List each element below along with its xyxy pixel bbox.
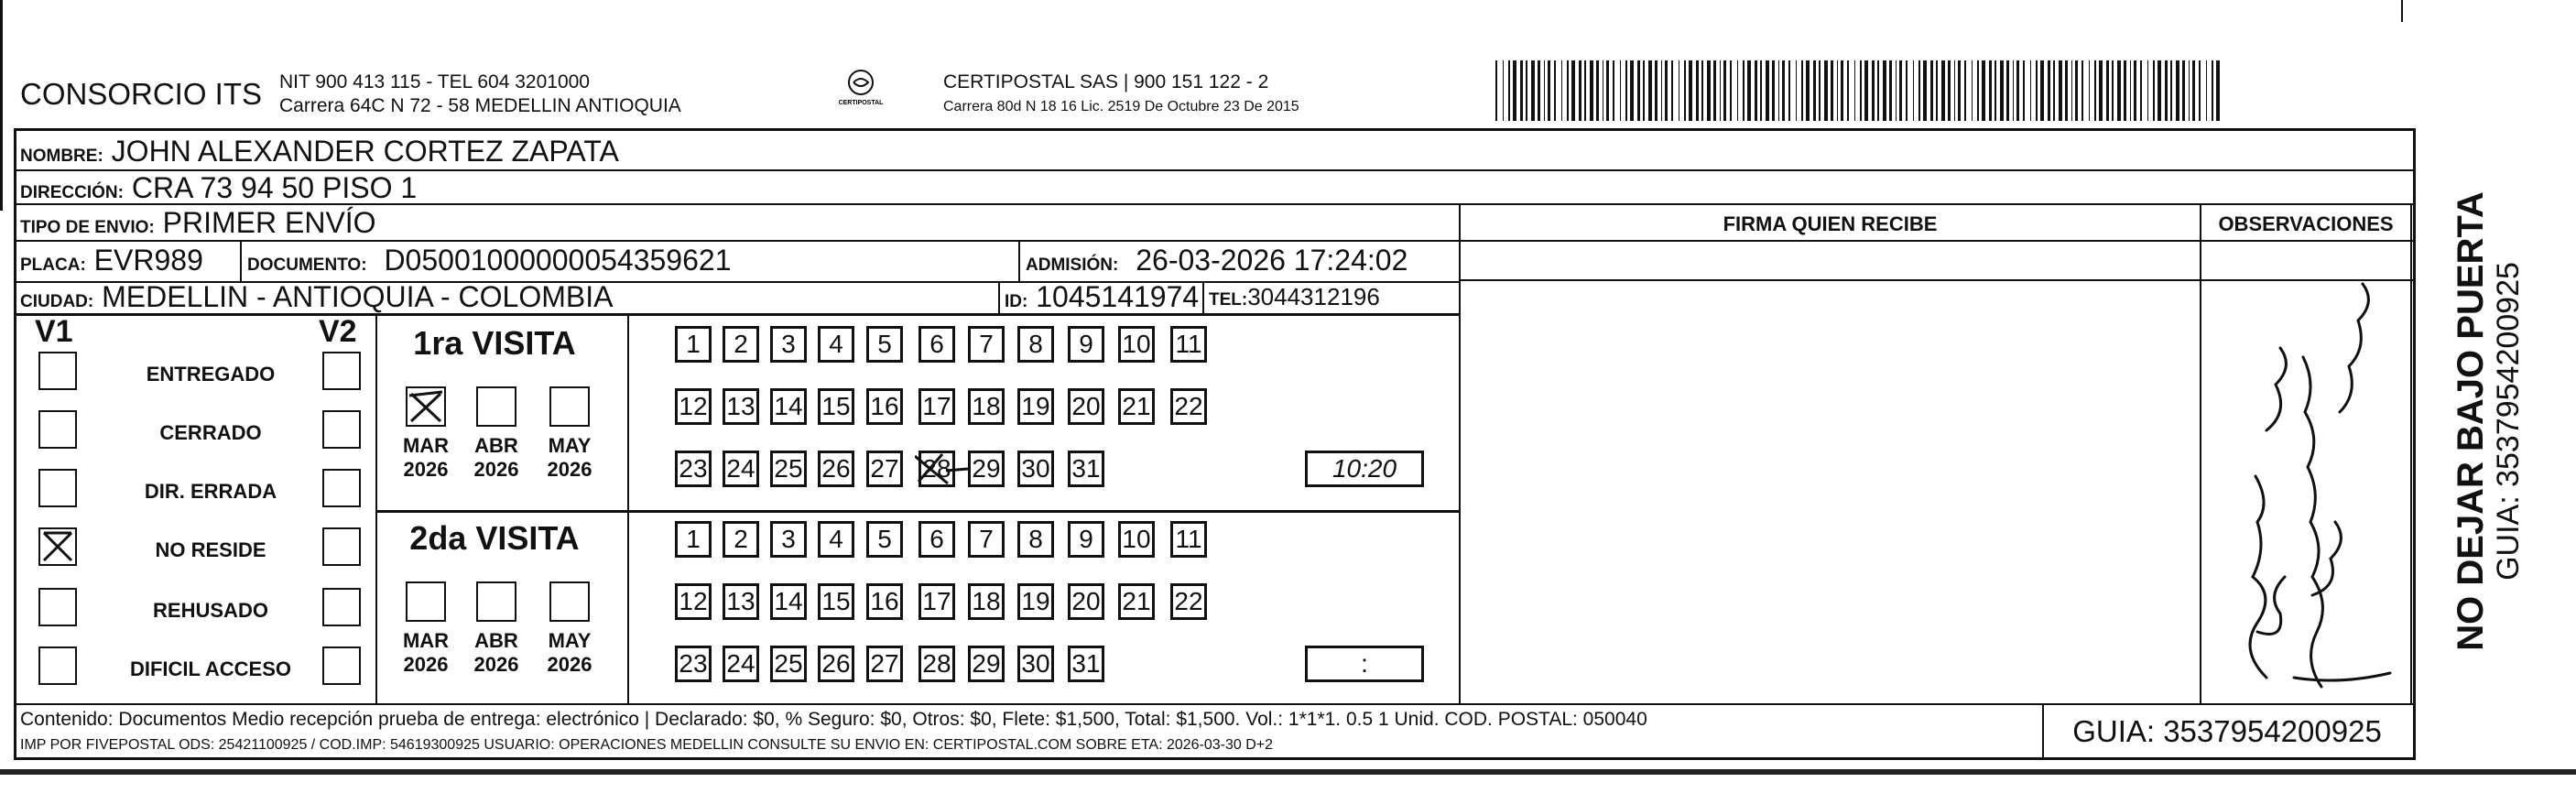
day-box[interactable]: 12 xyxy=(675,583,712,620)
tipo-label: TIPO DE ENVIO: xyxy=(20,218,155,237)
barcode-bar xyxy=(2053,60,2055,121)
day-box[interactable]: 23 xyxy=(675,451,712,487)
barcode-bar xyxy=(1520,60,1523,121)
barcode-bar xyxy=(1737,60,1738,121)
barcode-bar xyxy=(2071,60,2072,121)
barcode-bar xyxy=(2013,60,2014,121)
day-box[interactable]: 12 xyxy=(675,388,712,425)
side-guia: GUIA: 3537954200925 xyxy=(2491,262,2526,581)
day-box[interactable]: 9 xyxy=(1068,521,1104,558)
status-label: CERRADO xyxy=(159,421,262,444)
barcode-bar xyxy=(1701,60,1703,121)
id-label: ID: xyxy=(1005,292,1028,311)
month-label: ABR xyxy=(474,434,518,457)
barcode-bar xyxy=(2189,60,2190,121)
ciudad-cell xyxy=(20,280,613,314)
day-box[interactable]: 24 xyxy=(723,646,759,682)
day-box[interactable]: 10 xyxy=(1118,326,1155,363)
day-box[interactable]: 5 xyxy=(866,326,903,363)
barcode-bar xyxy=(2059,60,2062,121)
barcode-bar xyxy=(1561,60,1562,121)
documento-cell xyxy=(247,244,731,277)
barcode-bar xyxy=(1590,60,1593,121)
barcode-bar xyxy=(1707,60,1711,121)
no-dejar-bajo-puerta: NO DEJAR BAJO PUERTA xyxy=(2451,191,2491,651)
tel-label: TEL: xyxy=(1209,290,1248,310)
svg-text:CERTIPOSTAL: CERTIPOSTAL xyxy=(838,100,884,106)
barcode-bar xyxy=(1772,60,1775,121)
barcode-bar xyxy=(1743,60,1745,121)
barcode-bar xyxy=(1941,60,1945,121)
barcode-bar xyxy=(2030,60,2031,121)
col-divider xyxy=(1018,240,1020,281)
nit-line: NIT 900 413 115 - TEL 604 3201000 xyxy=(279,71,590,92)
day-box[interactable]: 16 xyxy=(866,388,903,425)
documento-label: DOCUMENTO: xyxy=(247,255,367,275)
day-box[interactable]: 19 xyxy=(1017,388,1054,425)
company-address: Carrera 64C N 72 - 58 MEDELLIN ANTIOQUIA xyxy=(279,95,681,116)
day-box[interactable]: 10 xyxy=(1118,521,1155,558)
barcode-bar xyxy=(1899,60,1902,121)
barcode-bar xyxy=(2199,60,2201,121)
barcode-bar xyxy=(1548,60,1550,121)
barcode-bar xyxy=(1696,60,1699,121)
barcode-bar xyxy=(1883,60,1886,121)
day-box[interactable]: 9 xyxy=(1068,326,1104,363)
barcode-bar xyxy=(1958,60,1961,121)
barcode-bar xyxy=(1643,60,1645,121)
day-box[interactable]: 17 xyxy=(918,388,955,425)
status-label: NO RESIDE xyxy=(155,538,266,561)
barcode-bar xyxy=(1689,60,1692,121)
certipostal-logo xyxy=(833,68,888,114)
v2-checkbox[interactable] xyxy=(322,527,361,566)
col-divider xyxy=(998,281,1000,313)
barcode-bar xyxy=(2124,60,2126,121)
v1-checkbox[interactable] xyxy=(38,410,77,449)
barcode-bar xyxy=(1994,60,1996,121)
day-box[interactable]: 25 xyxy=(770,646,807,682)
barcode-bar xyxy=(1661,60,1662,121)
day-box[interactable]: 21 xyxy=(1118,583,1155,620)
placa-cell xyxy=(20,244,203,277)
barcode-bar xyxy=(1936,60,1938,121)
barcode-bar xyxy=(1801,60,1803,121)
barcode-bar xyxy=(1571,60,1575,121)
barcode-bar xyxy=(1989,60,1992,121)
month-caption xyxy=(464,434,528,482)
day-box[interactable]: 28 xyxy=(918,451,955,487)
barcode-bar xyxy=(1755,60,1757,121)
day-box[interactable]: 8 xyxy=(1017,521,1054,558)
month-caption xyxy=(464,629,528,677)
barcode-bar xyxy=(1982,60,1985,121)
barcode-bar xyxy=(2048,60,2050,121)
barcode-bar xyxy=(2158,60,2161,121)
day-box[interactable]: 20 xyxy=(1068,583,1104,620)
v1-checkbox[interactable] xyxy=(38,352,77,390)
v2-checkbox[interactable] xyxy=(322,469,361,507)
month-checkbox[interactable] xyxy=(549,581,590,622)
barcode-bar xyxy=(2147,60,2148,121)
barcode-bar xyxy=(1819,60,1821,121)
visit-title: 2da VISITA xyxy=(409,519,580,557)
barcode-bar xyxy=(1665,60,1668,121)
day-box[interactable]: 27 xyxy=(866,646,903,682)
v2-checkbox[interactable] xyxy=(322,646,361,685)
barcode-bar xyxy=(1854,60,1855,121)
barcode xyxy=(1495,60,2228,121)
visit-title: 1ra VISITA xyxy=(413,324,576,362)
barcode-bar xyxy=(2192,60,2195,121)
firma-header: FIRMA QUIEN RECIBE xyxy=(1723,212,1938,235)
barcode-bar xyxy=(2006,60,2009,121)
scan-edge xyxy=(0,0,3,211)
id-value: 1045141974 xyxy=(1036,280,1200,313)
row-divider xyxy=(14,703,2416,705)
col-divider xyxy=(1459,203,1461,703)
day-box[interactable]: 30 xyxy=(1017,451,1054,487)
barcode-bar xyxy=(1630,60,1634,121)
barcode-bar xyxy=(1964,60,1966,121)
barcode-bar xyxy=(1918,60,1920,121)
barcode-bar xyxy=(1671,60,1673,121)
barcode-bar xyxy=(2036,60,2038,121)
status-label: REHUSADO xyxy=(153,599,268,622)
day-box[interactable]: 31 xyxy=(1068,646,1104,682)
direccion-label: DIRECCIÓN: xyxy=(20,183,124,202)
v2-checkbox[interactable] xyxy=(322,410,361,449)
day-box[interactable]: 2 xyxy=(723,326,759,363)
barcode-bar xyxy=(1788,60,1790,121)
admision-label: ADMISIÓN: xyxy=(1026,255,1119,275)
day-box[interactable]: 4 xyxy=(818,326,854,363)
barcode-bar xyxy=(1596,60,1599,121)
barcode-bar xyxy=(1723,60,1726,121)
barcode-bar xyxy=(2094,60,2096,121)
month-label: MAY xyxy=(548,629,592,652)
v1-label: V1 xyxy=(35,314,73,349)
barcode-bar xyxy=(1538,60,1540,121)
month-caption xyxy=(538,434,602,482)
barcode-bar xyxy=(2134,60,2136,121)
barcode-bar xyxy=(1913,60,1914,121)
month-checkbox[interactable] xyxy=(549,386,590,427)
time-box[interactable]: : xyxy=(1305,646,1424,682)
barcode-bar xyxy=(1620,60,1621,121)
barcode-bar xyxy=(2165,60,2168,121)
day-box[interactable]: 18 xyxy=(968,388,1005,425)
v2-checkbox[interactable] xyxy=(322,352,361,390)
barcode-bar xyxy=(1972,60,1973,121)
v2-checkbox[interactable] xyxy=(322,588,361,626)
barcode-bar xyxy=(1778,60,1779,121)
v1-checkbox[interactable] xyxy=(38,469,77,507)
barcode-bar xyxy=(2075,60,2078,121)
day-box[interactable]: 21 xyxy=(1118,388,1155,425)
barcode-bar xyxy=(2081,60,2083,121)
col-divider xyxy=(2410,203,2412,703)
barcode-bar xyxy=(1841,60,1843,121)
barcode-bar xyxy=(2000,60,2004,121)
barcode-bar xyxy=(1847,60,1849,121)
barcode-bar xyxy=(1782,60,1785,121)
month-checkbox[interactable] xyxy=(476,581,516,622)
barcode-bar xyxy=(2176,60,2179,121)
barcode-bar xyxy=(1923,60,1927,121)
day-box[interactable]: 2 xyxy=(723,521,759,558)
barcode-bar xyxy=(1713,60,1716,121)
day-box[interactable]: 18 xyxy=(968,583,1005,620)
day-box[interactable]: 13 xyxy=(723,583,759,620)
day-box[interactable]: 4 xyxy=(818,521,854,558)
barcode-bar xyxy=(2153,60,2155,121)
day-box[interactable]: 31 xyxy=(1068,451,1104,487)
month-caption xyxy=(538,629,602,677)
day-box[interactable]: 14 xyxy=(770,388,807,425)
barcode-bar xyxy=(1760,60,1762,121)
barcode-bar xyxy=(2016,60,2019,121)
barcode-bar xyxy=(2206,60,2207,121)
v1-checkbox[interactable] xyxy=(38,646,77,685)
barcode-bar xyxy=(1889,60,1892,121)
nombre-label: NOMBRE: xyxy=(20,147,103,166)
day-box[interactable]: 25 xyxy=(770,451,807,487)
day-box[interactable]: 3 xyxy=(770,326,807,363)
month-year: 2026 xyxy=(547,653,592,676)
status-label: ENTREGADO xyxy=(146,363,276,386)
scan-edge xyxy=(2401,0,2403,22)
footer-guia: GUIA: 3537954200925 xyxy=(2072,714,2382,748)
handwritten-signature xyxy=(2202,247,2408,701)
day-box[interactable]: 22 xyxy=(1170,583,1207,620)
barcode-bar xyxy=(1806,60,1810,121)
day-box[interactable]: 26 xyxy=(818,646,854,682)
day-box[interactable]: 11 xyxy=(1170,521,1207,558)
barcode-bar xyxy=(1513,60,1516,121)
barcode-bar xyxy=(1554,60,1556,121)
day-box[interactable]: 30 xyxy=(1017,646,1054,682)
barcode-bar xyxy=(1872,60,1875,121)
day-box[interactable]: 11 xyxy=(1170,326,1207,363)
barcode-bar xyxy=(1579,60,1581,121)
day-box[interactable]: 19 xyxy=(1017,583,1054,620)
month-year: 2026 xyxy=(547,458,592,481)
barcode-bar xyxy=(2099,60,2103,121)
nombre-value: JOHN ALEXANDER CORTEZ ZAPATA xyxy=(111,135,619,168)
day-box[interactable]: 13 xyxy=(723,388,759,425)
barcode-bar xyxy=(1954,60,1955,121)
placa-value: EVR989 xyxy=(93,244,203,277)
barcode-bar xyxy=(1906,60,1908,121)
col-divider xyxy=(2200,203,2201,703)
barcode-bar xyxy=(1930,60,1933,121)
day-box[interactable]: 7 xyxy=(968,521,1005,558)
direccion-row xyxy=(20,171,417,205)
barcode-bar xyxy=(1508,60,1510,121)
ciudad-value: MEDELLIN - ANTIOQUIA - COLOMBIA xyxy=(102,280,614,313)
placa-label: PLACA: xyxy=(20,255,86,275)
v1-checkbox[interactable] xyxy=(38,588,77,626)
day-box[interactable]: 27 xyxy=(866,451,903,487)
barcode-bar xyxy=(1684,60,1686,121)
barcode-bar xyxy=(1864,60,1868,121)
month-caption xyxy=(394,629,458,677)
barcode-bar xyxy=(1813,60,1816,121)
barcode-bar xyxy=(1625,60,1627,121)
observaciones-header: OBSERVACIONES xyxy=(2218,212,2394,235)
barcode-bar xyxy=(2212,60,2213,121)
day-box[interactable]: 16 xyxy=(866,583,903,620)
barcode-bar xyxy=(1648,60,1652,121)
day-box[interactable]: 15 xyxy=(818,583,854,620)
barcode-bar xyxy=(1877,60,1879,121)
documento-value: D05001000000054359621 xyxy=(384,244,732,277)
barcode-bar xyxy=(2130,60,2131,121)
tipo-row xyxy=(20,206,376,240)
day-box[interactable]: 5 xyxy=(866,521,903,558)
barcode-bar xyxy=(2216,60,2220,121)
barcode-bar xyxy=(2182,60,2185,121)
barcode-bar xyxy=(1606,60,1609,121)
nombre-row xyxy=(20,135,619,168)
barcode-bar xyxy=(1837,60,1838,121)
day-box[interactable]: 20 xyxy=(1068,388,1104,425)
barcode-bar xyxy=(2112,60,2114,121)
day-box[interactable]: 6 xyxy=(918,326,955,363)
day-box[interactable]: 23 xyxy=(675,646,712,682)
barcode-bar xyxy=(1860,60,1862,121)
barcode-bar xyxy=(1747,60,1751,121)
day-box[interactable]: 24 xyxy=(723,451,759,487)
barcode-bar xyxy=(1613,60,1614,121)
barcode-bar xyxy=(1948,60,1951,121)
day-box[interactable]: 8 xyxy=(1017,326,1054,363)
day-box[interactable]: 1 xyxy=(675,521,712,558)
month-label: MAY xyxy=(548,434,592,457)
barcode-bar xyxy=(1637,60,1640,121)
id-cell xyxy=(1005,280,1199,314)
tel-value: 3044312196 xyxy=(1247,283,1380,310)
barcode-bar xyxy=(1796,60,1797,121)
carrier-license: Carrera 80d N 18 16 Lic. 2519 De Octubre 23 De 2015 xyxy=(943,99,1299,114)
barcode-bar xyxy=(1730,60,1732,121)
month-caption xyxy=(394,434,458,482)
month-year: 2026 xyxy=(403,653,449,676)
imp-text: IMP POR FIVEPOSTAL ODS: 25421100925 / COD.IMP: 54619300925 USUARIO: OPERACIONES MEDELLIN CONSULTE SU ENVIO EN: CERTIPOSTAL.COM SOBRE ETA: 2026-03-30 D+2 xyxy=(20,737,1274,753)
company-name: CONSORCIO ITS xyxy=(20,77,263,111)
v2-label: V2 xyxy=(319,314,357,349)
day-box[interactable]: 29 xyxy=(968,646,1005,682)
carrier-line: CERTIPOSTAL SAS | 900 151 122 - 2 xyxy=(943,71,1269,92)
barcode-bar xyxy=(2023,60,2025,121)
barcode-bar xyxy=(1584,60,1586,121)
barcode-bar xyxy=(2140,60,2142,121)
barcode-bar xyxy=(1831,60,1833,121)
month-year: 2026 xyxy=(473,653,519,676)
side-text-area xyxy=(2419,128,2557,714)
day-box[interactable]: 26 xyxy=(818,451,854,487)
barcode-bar xyxy=(1503,60,1504,121)
status-label: DIR. ERRADA xyxy=(144,480,277,503)
barcode-bar xyxy=(1655,60,1658,121)
barcode-bar xyxy=(1531,60,1535,121)
day-box[interactable]: 1 xyxy=(675,326,712,363)
admision-cell xyxy=(1026,244,1408,277)
barcode-bar xyxy=(1977,60,1979,121)
month-checkbox[interactable] xyxy=(406,386,446,427)
barcode-bar xyxy=(2117,60,2121,121)
day-box[interactable]: 22 xyxy=(1170,388,1207,425)
barcode-bar xyxy=(1495,60,1497,121)
month-year: 2026 xyxy=(403,458,449,481)
direccion-value: CRA 73 94 50 PISO 1 xyxy=(131,171,418,204)
month-label: ABR xyxy=(474,629,518,652)
month-label: MAR xyxy=(402,629,450,652)
status-label: DIFICIL ACCESO xyxy=(129,657,291,680)
barcode-bar xyxy=(1896,60,1897,121)
barcode-bar xyxy=(1567,60,1569,121)
time-box[interactable]: 10:20 xyxy=(1305,451,1424,487)
row-divider xyxy=(375,510,1459,513)
barcode-bar xyxy=(2106,60,2109,121)
day-box[interactable]: 14 xyxy=(770,583,807,620)
barcode-bar xyxy=(1544,60,1545,121)
day-box[interactable]: 7 xyxy=(968,326,1005,363)
barcode-bar xyxy=(1766,60,1769,121)
barcode-bar xyxy=(1720,60,1721,121)
admision-value: 26-03-2026 17:24:02 xyxy=(1136,244,1408,277)
barcode-bar xyxy=(1526,60,1527,121)
month-label: MAR xyxy=(402,434,450,457)
contenido-text: Contenido: Documentos Medio recepción prueba de entrega: electrónico | Declarado: $0, % Seguro: $0, Otros: $0, Flete: $1,500, Total: $1,500. Vol.: 1*1*1. 0.5 1 Unid. COD. POSTAL: 050040 xyxy=(20,709,1647,730)
month-checkbox[interactable] xyxy=(476,386,516,427)
v1-checkbox[interactable] xyxy=(38,527,77,566)
scan-edge xyxy=(0,769,2576,775)
tipo-value: PRIMER ENVÍO xyxy=(162,206,376,239)
month-year: 2026 xyxy=(473,458,519,481)
barcode-bar xyxy=(2170,60,2172,121)
ciudad-label: CIUDAD: xyxy=(20,292,94,311)
day-box[interactable]: 28 xyxy=(918,646,955,682)
row-divider xyxy=(14,240,2416,242)
day-box[interactable]: 6 xyxy=(918,521,955,558)
col-divider xyxy=(1202,281,1204,313)
barcode-bar xyxy=(1824,60,1828,121)
col-divider xyxy=(240,240,242,281)
barcode-bar xyxy=(2089,60,2090,121)
day-box[interactable]: 3 xyxy=(770,521,807,558)
day-box[interactable]: 15 xyxy=(818,388,854,425)
month-checkbox[interactable] xyxy=(406,581,446,622)
tel-cell xyxy=(1209,283,1380,311)
day-box[interactable]: 29 xyxy=(968,451,1005,487)
day-box[interactable]: 17 xyxy=(918,583,955,620)
barcode-bar xyxy=(2065,60,2068,121)
barcode-bar xyxy=(2040,60,2044,121)
